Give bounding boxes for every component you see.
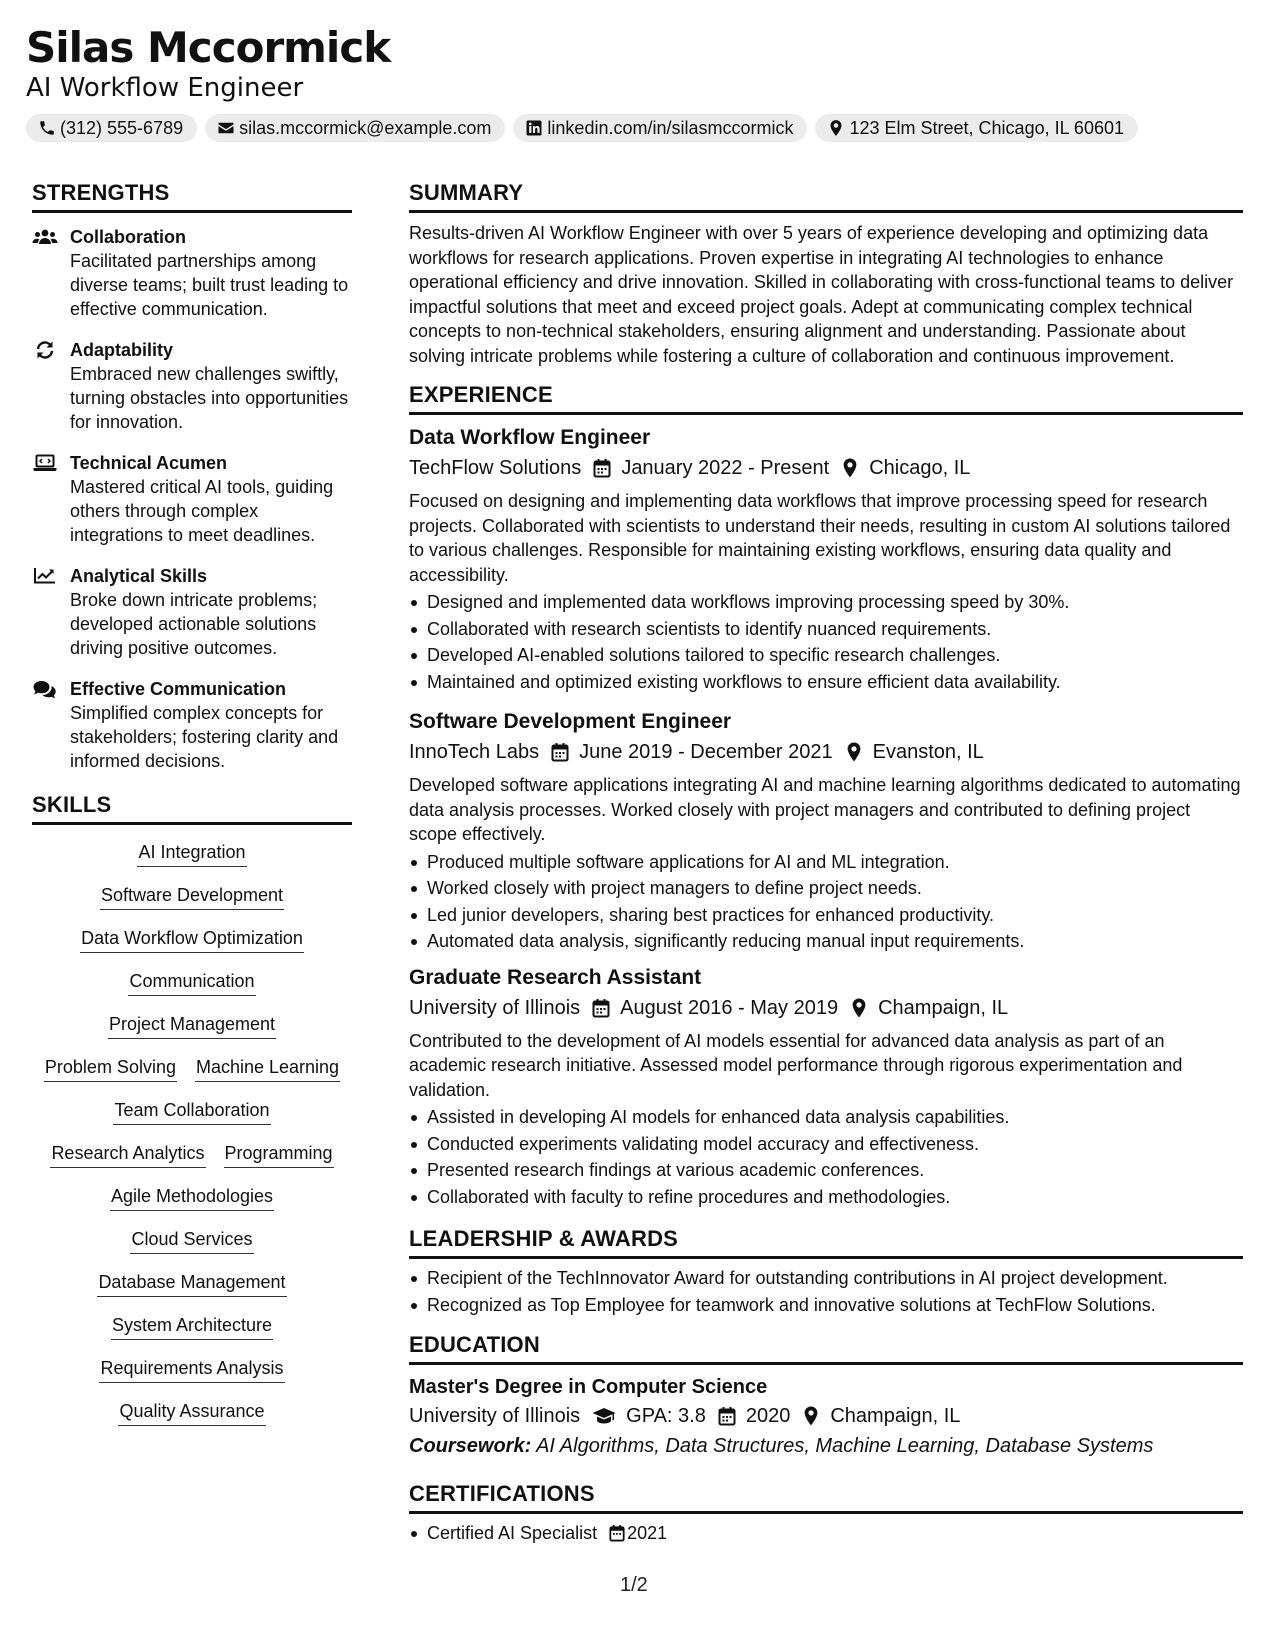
job-location: Evanston, IL (872, 741, 984, 763)
strengths-heading: STRENGTHS (32, 178, 352, 213)
skill-row (44, 1054, 340, 1082)
strength-desc: Facilitated partnerships among diverse teams; built trust leading to effective communication. (70, 251, 349, 319)
strength-desc: Embraced new challenges swiftly, turning obstacles into opportunities for innovation. (70, 364, 349, 432)
skill-tag: Requirements Analysis (99, 1355, 284, 1383)
job-location: Chicago, IL (869, 457, 971, 479)
job-title: Graduate Research Assistant (409, 965, 702, 989)
skill-tag: Cloud Services (130, 1226, 253, 1254)
skill-row (111, 1312, 273, 1340)
skill-tag: Programming (224, 1140, 334, 1168)
bullet-item: Produced multiple software applications for AI and ML integration. (409, 849, 1243, 876)
education-gpa: GPA: 3.8 (626, 1405, 706, 1427)
job-entry (409, 963, 1243, 1211)
strength-item (32, 451, 352, 547)
strength-item (32, 225, 352, 321)
skill-row (50, 1140, 333, 1168)
calendar-icon (593, 458, 611, 478)
skill-tag: Research Analytics (50, 1140, 205, 1168)
job-location: Champaign, IL (878, 996, 1009, 1019)
job-dates: August 2016 - May 2019 (620, 996, 839, 1019)
job-description: Contributed to the development of AI models essential for advanced data analysis as part of an academic research initiative. Assessed model performance through rigorous experimentation and validation. (409, 1030, 1183, 1100)
bullet-item: Designed and implemented data workflows improving processing speed by 30%. (409, 589, 1243, 616)
skill-tag: Team Collaboration (113, 1097, 270, 1125)
bullet-item: Collaborated with research scientists to identify nuanced requirements. (409, 616, 1243, 643)
map-pin-icon (845, 742, 863, 762)
skill-row (110, 1183, 274, 1211)
skill-row (113, 1097, 270, 1125)
skill-tag: Quality Assurance (118, 1398, 265, 1426)
contact-email[interactable] (205, 114, 505, 142)
bullet-item: Assisted in developing AI models for enhanced data analysis capabilities. (409, 1104, 1243, 1131)
job-dates: January 2022 - Present (621, 457, 830, 479)
line-chart-icon (32, 566, 58, 586)
job-bullets (409, 589, 1243, 695)
phone-icon (38, 119, 56, 137)
skill-row (80, 925, 304, 953)
strength-desc: Mastered critical AI tools, guiding others through complex integrations to meet deadlines. (70, 477, 334, 545)
skills-heading: SKILLS (32, 790, 352, 825)
contact-linkedin[interactable] (513, 114, 807, 142)
bullet-item: Led junior developers, sharing best practices for enhanced productivity. (409, 902, 1243, 929)
skill-row (108, 1011, 276, 1039)
certification-name: Certified AI Specialist (427, 1523, 598, 1543)
sync-arrows-icon (32, 340, 58, 360)
calendar-icon (551, 742, 569, 762)
calendar-icon (592, 998, 610, 1018)
map-pin-icon (827, 119, 845, 137)
map-pin-icon (850, 998, 868, 1018)
skill-row (137, 839, 246, 867)
bullet-item: Recipient of the TechInnovator Award for outstanding contributions in AI project development. (409, 1265, 1243, 1292)
laptop-code-icon (32, 453, 58, 473)
education-school: University of Illinois (409, 1405, 581, 1427)
strength-title: Effective Communication (70, 679, 287, 699)
candidate-name: Silas Mccormick (26, 23, 391, 72)
skill-tag: Communication (128, 968, 255, 996)
job-company: InnoTech Labs (409, 741, 540, 763)
map-pin-icon (802, 1406, 820, 1426)
contact-phone[interactable] (26, 114, 197, 142)
job-description: Developed software applications integrating AI and machine learning algorithms dedicated to automating data analysis processes. Worked closely with project managers and contributed to defining project scope effectively. (409, 775, 1241, 844)
contact-address-text: 123 Elm Street, Chicago, IL 60601 (849, 117, 1124, 138)
job-company: University of Illinois (409, 996, 581, 1019)
coursework-text: AI Algorithms, Data Structures, Machine Learning, Database Systems (536, 1435, 1154, 1457)
bullet-item: Collaborated with faculty to refine procedures and methodologies. (409, 1184, 1243, 1211)
right-column (409, 178, 1243, 1547)
bullet-item: Developed AI-enabled solutions tailored to specific research challenges. (409, 642, 1243, 669)
coursework-label: Coursework: (409, 1435, 532, 1457)
strength-item (32, 338, 352, 434)
bullet-item: Maintained and optimized existing workflows to ensure efficient data availability. (409, 669, 1243, 696)
job-dates: June 2019 - December 2021 (579, 741, 833, 763)
resume-header (26, 22, 1256, 142)
job-bullets (409, 1104, 1243, 1210)
leadership-bullets (409, 1265, 1243, 1318)
certifications-heading: CERTIFICATIONS (409, 1479, 1243, 1514)
contact-email-text: silas.mccormick@example.com (239, 117, 492, 138)
skill-tag: Problem Solving (44, 1054, 177, 1082)
job-title: Software Development Engineer (409, 710, 732, 733)
education-heading: EDUCATION (409, 1330, 1243, 1365)
education-meta (409, 1401, 1243, 1431)
calendar-icon (609, 1524, 625, 1542)
job-entry (409, 423, 1243, 695)
strength-desc: Broke down intricate problems; developed actionable solutions driving positive outcomes. (70, 590, 318, 658)
contact-address (815, 114, 1138, 142)
linkedin-icon (525, 119, 543, 137)
job-meta (409, 993, 1243, 1023)
left-column (32, 178, 352, 1441)
strength-title: Adaptability (70, 340, 174, 360)
page-number: 1/2 (620, 1574, 648, 1596)
summary-heading: SUMMARY (409, 178, 1243, 213)
strength-item (32, 564, 352, 660)
experience-heading: EXPERIENCE (409, 380, 1243, 415)
skill-tag: Project Management (108, 1011, 276, 1039)
bullet-item: Automated data analysis, significantly reducing manual input requirements. (409, 928, 1243, 955)
strength-title: Analytical Skills (70, 566, 208, 586)
skill-tag: Data Workflow Optimization (80, 925, 304, 953)
job-title: Data Workflow Engineer (409, 426, 651, 449)
bullet-item: Conducted experiments validating model accuracy and effectiveness. (409, 1131, 1243, 1158)
envelope-icon (217, 119, 235, 137)
strengths-list (32, 225, 352, 773)
bullet-item: Presented research findings at various academic conferences. (409, 1157, 1243, 1184)
strength-item (32, 677, 352, 773)
job-meta (409, 453, 1243, 483)
skill-tag: Machine Learning (195, 1054, 340, 1082)
bullet-item: Recognized as Top Employee for teamwork and innovative solutions at TechFlow Solutions. (409, 1292, 1243, 1319)
map-pin-icon (841, 458, 859, 478)
skill-row (128, 968, 255, 996)
job-company: TechFlow Solutions (409, 457, 582, 479)
skill-tag: Agile Methodologies (110, 1183, 274, 1211)
education-year: 2020 (745, 1405, 791, 1427)
calendar-icon (718, 1406, 736, 1426)
job-bullets (409, 849, 1243, 955)
users-icon (32, 227, 58, 247)
skill-row (118, 1398, 265, 1426)
skill-row (100, 882, 284, 910)
strength-title: Collaboration (70, 227, 186, 247)
leadership-heading: LEADERSHIP & AWARDS (409, 1224, 1243, 1259)
job-meta (409, 737, 1243, 767)
bullet-item: Worked closely with project managers to define project needs. (409, 875, 1243, 902)
education-location: Champaign, IL (830, 1405, 961, 1427)
skills-list (32, 839, 352, 1441)
job-description: Focused on designing and implementing data workflows that improve processing speed for research projects. Collaborated with scientists to understand their needs, resulting in custom AI solutions tailored to various challenges. Responsible for maintaining existing workflows, ensuring data quality and accessibility. (409, 491, 1231, 585)
skill-row (99, 1355, 284, 1383)
summary-text: Results-driven AI Workflow Engineer with over 5 years of experience developing and optimizing data workflows for research applications. Proven expertise in integrating AI technologies to enhance operational efficiency and drive innovation. Skilled in collaborating with cross-functional teams to deliver impactful solutions that meet and exceed project goals. Adept at communicating complex technical concepts to non-technical stakeholders, ensuring alignment and understanding. Passionate about solving intricate problems while fostering a culture of collaboration and continuous improvement. (409, 223, 1234, 366)
graduation-cap-icon (592, 1406, 616, 1426)
contact-bar (26, 114, 1256, 142)
job-entry (409, 707, 1243, 955)
certification-item (409, 1520, 1243, 1547)
certification-year: 2021 (627, 1523, 668, 1543)
skill-tag: Software Development (100, 882, 284, 910)
certifications-list (409, 1520, 1243, 1547)
skill-tag: Database Management (97, 1269, 286, 1297)
skill-row (130, 1226, 253, 1254)
contact-phone-text: (312) 555-6789 (60, 117, 184, 138)
degree-title: Master's Degree in Computer Science (409, 1376, 768, 1398)
coursework-line (409, 1431, 1243, 1461)
comments-icon (32, 679, 58, 699)
skill-tag: System Architecture (111, 1312, 273, 1340)
skill-row (97, 1269, 286, 1297)
strength-desc: Simplified complex concepts for stakeholders; fostering clarity and informed decisions. (70, 703, 339, 771)
strength-title: Technical Acumen (70, 453, 228, 473)
contact-linkedin-text: linkedin.com/in/silasmccormick (547, 117, 794, 138)
candidate-role: AI Workflow Engineer (26, 73, 304, 103)
skill-tag: AI Integration (137, 839, 246, 867)
